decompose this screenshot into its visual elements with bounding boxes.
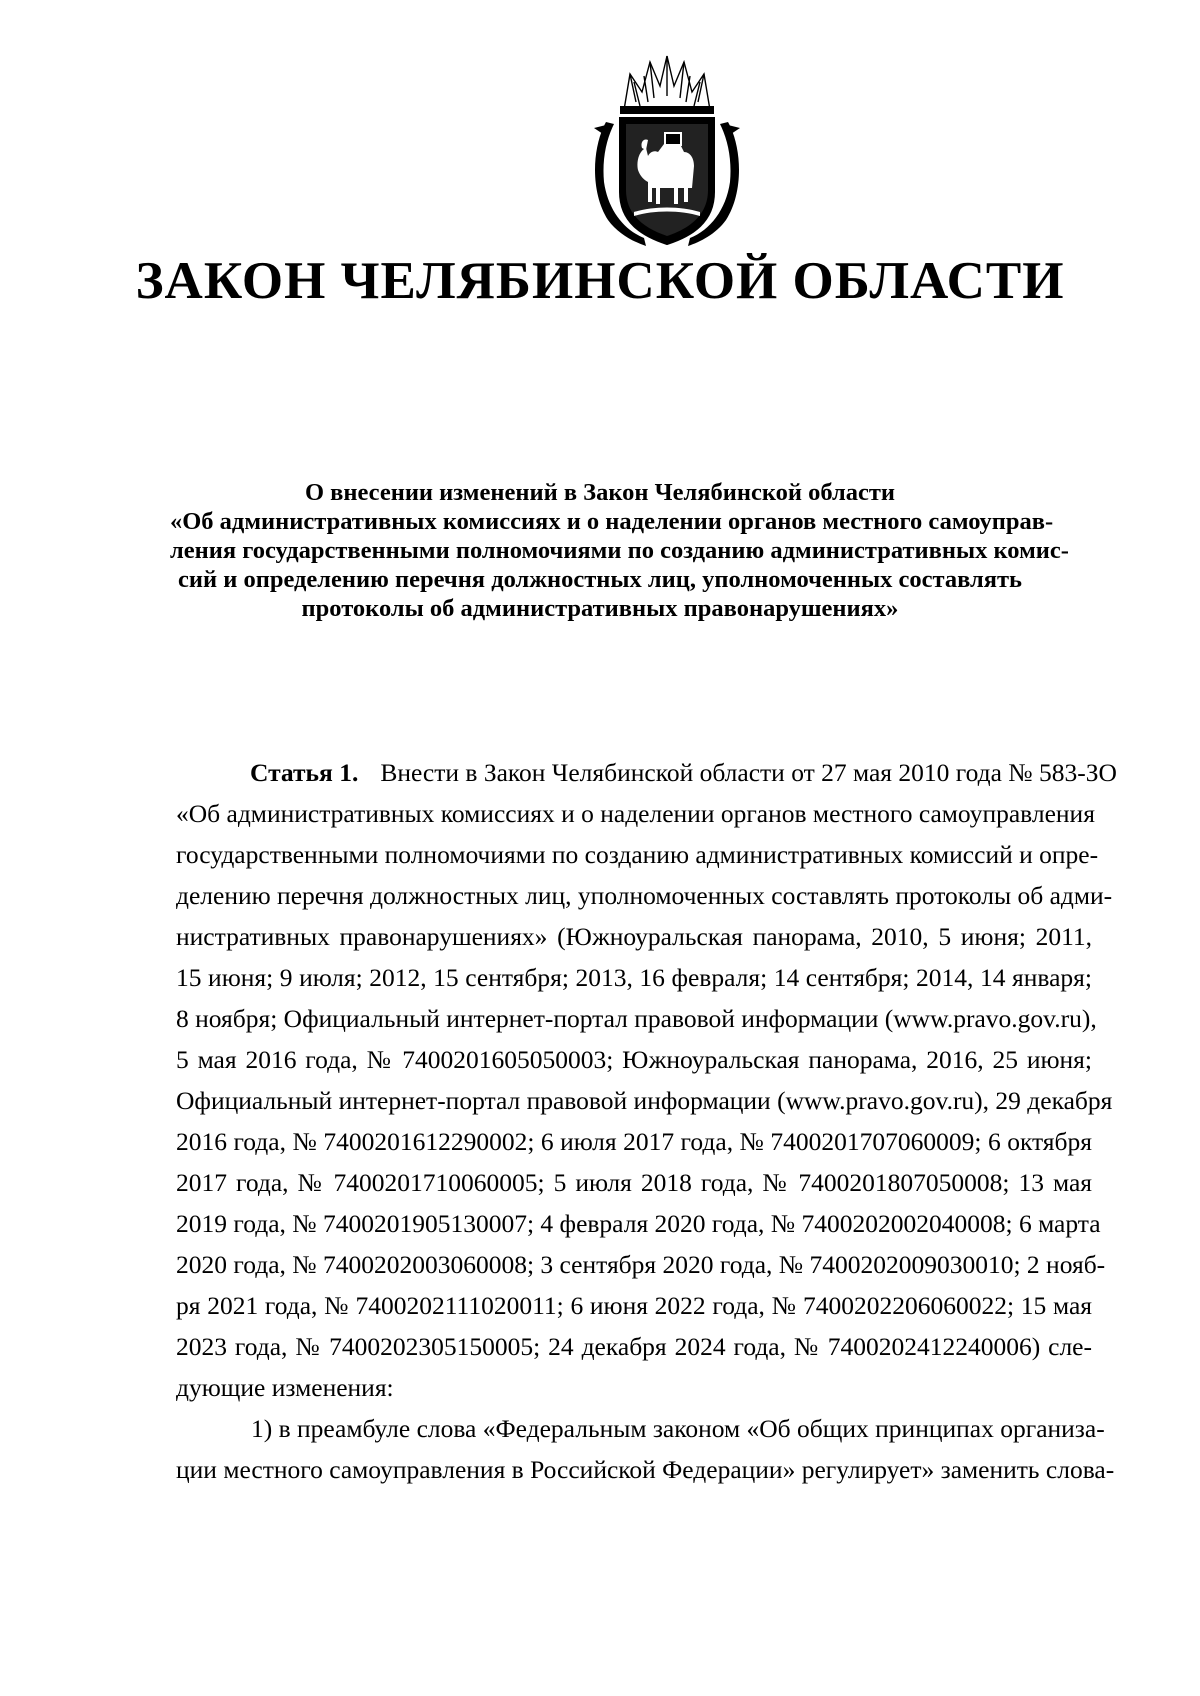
body-line: 2019 года, № 7400201905130007; 4 февраля 2020 года, № 7400202002040008; 6 марта: [176, 1209, 1101, 1238]
law-subject: [170, 478, 1069, 623]
body-line: Официальный интернет-портал правовой информации (www.pravo.gov.ru), 29 декабря: [176, 1086, 1113, 1115]
body-line: делению перечня должностных лиц, уполномоченных составлять протоколы об адми-: [176, 881, 1113, 910]
item-1-line: 1) в преамбуле слова «Федеральным законом «Об общих принципах организа-: [251, 1414, 1105, 1443]
body-line: дующие изменения:: [176, 1373, 394, 1402]
body-line: 5 мая 2016 года, № 7400201605050003; Южноуральская панорама, 2016, 25 июня;: [176, 1045, 1092, 1074]
body-line: 2017 года, № 7400201710060005; 5 июля 2018 года, № 7400201807050008; 13 мая: [176, 1168, 1092, 1197]
body-line: нистративных правонарушениях» (Южноуральская панорама, 2010, 5 июня; 2011,: [176, 922, 1092, 951]
body-line: государственными полномочиями по созданию административных комиссий и опре-: [176, 840, 1099, 869]
article-1-body: [176, 752, 1117, 1490]
item-1-line: ции местного самоуправления в Российской Федерации» регулирует» заменить слова-: [176, 1455, 1115, 1484]
chelyabinsk-coat-of-arms-icon: [584, 52, 750, 252]
body-line: 2020 года, № 7400202003060008; 3 сентября 2020 года, № 7400202009030010; 2 нояб-: [176, 1250, 1106, 1279]
subject-line: О внесении изменений в Закон Челябинской области: [304, 479, 896, 506]
subject-line: протоколы об административных правонарушениях»: [301, 595, 899, 622]
body-line: 2016 года, № 7400201612290002; 6 июля 2017 года, № 7400201707060009; 6 октября: [176, 1127, 1092, 1156]
law-title: ЗАКОН ЧЕЛЯБИНСКОЙ ОБЛАСТИ: [135, 252, 1065, 310]
article-intro-text: Внести в Закон Челябинской области от 27 мая 2010 года № 583-ЗО: [380, 758, 1117, 787]
subject-line: ления государственными полномочиями по созданию административных комис-: [170, 537, 1069, 564]
body-line: «Об административных комиссиях и о наделении органов местного самоуправления: [176, 799, 1095, 828]
article-first-line: [176, 752, 1117, 793]
body-line: 15 июня; 9 июля; 2012, 15 сентября; 2013, 16 февраля; 14 сентября; 2014, 14 января;: [176, 963, 1092, 992]
body-line: 2023 года, № 7400202305150005; 24 декабря 2024 года, № 7400202412240006) сле-: [176, 1332, 1092, 1361]
article-label: Статья 1.: [250, 758, 359, 787]
body-line: ря 2021 года, № 7400202111020011; 6 июня 2022 года, № 7400202206060022; 15 мая: [176, 1291, 1092, 1320]
body-line: 8 ноября; Официальный интернет-портал правовой информации (www.pravo.gov.ru),: [176, 1004, 1097, 1033]
subject-line: «Об административных комиссиях и о наделении органов местного самоуправ-: [170, 508, 1054, 535]
subject-line: сий и определению перечня должностных лиц, уполномоченных составлять: [178, 566, 1022, 593]
